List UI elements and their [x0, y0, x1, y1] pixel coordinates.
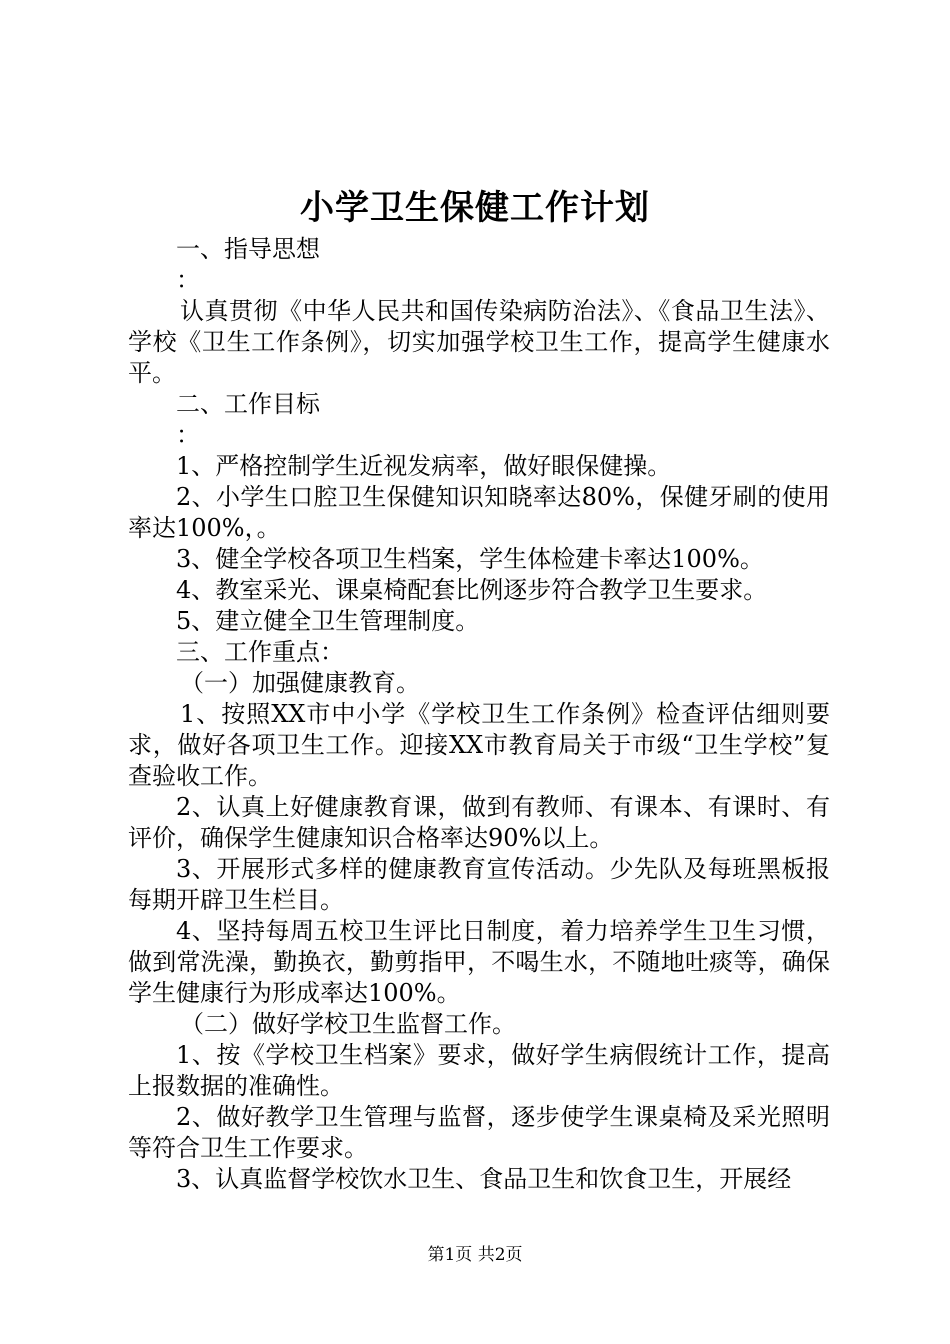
- list-item: 3、认真监督学校饮水卫生、食品卫生和饮食卫生，开展经: [176, 1165, 792, 1193]
- document-title: 小学卫生保健工作计划: [300, 188, 650, 228]
- list-item: 2、做好教学卫生管理与监督，逐步使学生课桌椅及采光照明等符合卫生工作要求。: [128, 1103, 830, 1162]
- section-heading: 三、工作重点：: [176, 638, 344, 666]
- subsection-heading: （二）做好学校卫生监督工作。: [180, 1010, 516, 1038]
- list-item: 2、认真上好健康教育课，做到有教师、有课本、有课时、有评价，确保学生健康知识合格率达90%以上。: [128, 793, 830, 852]
- list-item: 2、小学生口腔卫生保健知识知晓率达80%，保健牙刷的使用率达100%，。: [128, 483, 830, 542]
- list-item: 4、教室采光、课桌椅配套比例逐步符合教学卫生要求。: [176, 576, 768, 604]
- paragraph: 认真贯彻《中华人民共和国传染病防治法》、《食品卫生法》、学校《卫生工作条例》，切实加强学校卫生工作，提高学生健康水平。: [128, 297, 830, 387]
- list-item: 5、建立健全卫生管理制度。: [176, 607, 480, 635]
- list-item: 3、开展形式多样的健康教育宣传活动。少先队及每班黑板报每期开辟卫生栏目。: [128, 855, 830, 914]
- section-heading: 二、工作目标: [176, 390, 320, 418]
- list-item: 1、按照XX市中小学《学校卫生工作条例》检查评估细则要求，做好各项卫生工作。迎接XX市教育局关于市级“卫生学校”复查验收工作。: [128, 700, 830, 790]
- section-heading: 一、指导思想: [176, 235, 320, 263]
- list-item: 3、健全学校各项卫生档案，学生体检建卡率达100%。: [176, 545, 764, 573]
- document-body: [128, 234, 830, 1195]
- colon-line: ：: [176, 421, 200, 449]
- list-item: 4、坚持每周五校卫生评比日制度，着力培养学生卫生习惯，做到常洗澡，勤换衣，勤剪指甲，不喝生水，不随地吐痰等，确保学生健康行为形成率达100%。: [128, 917, 830, 1007]
- list-item: 1、严格控制学生近视发病率，做好眼保健操。: [176, 452, 672, 480]
- list-item: 1、按《学校卫生档案》要求，做好学生病假统计工作，提高上报数据的准确性。: [128, 1041, 830, 1100]
- colon-line: ：: [176, 266, 200, 294]
- subsection-heading: （一）加强健康教育。: [180, 669, 420, 697]
- page-number: 第1页 共2页: [427, 1245, 523, 1265]
